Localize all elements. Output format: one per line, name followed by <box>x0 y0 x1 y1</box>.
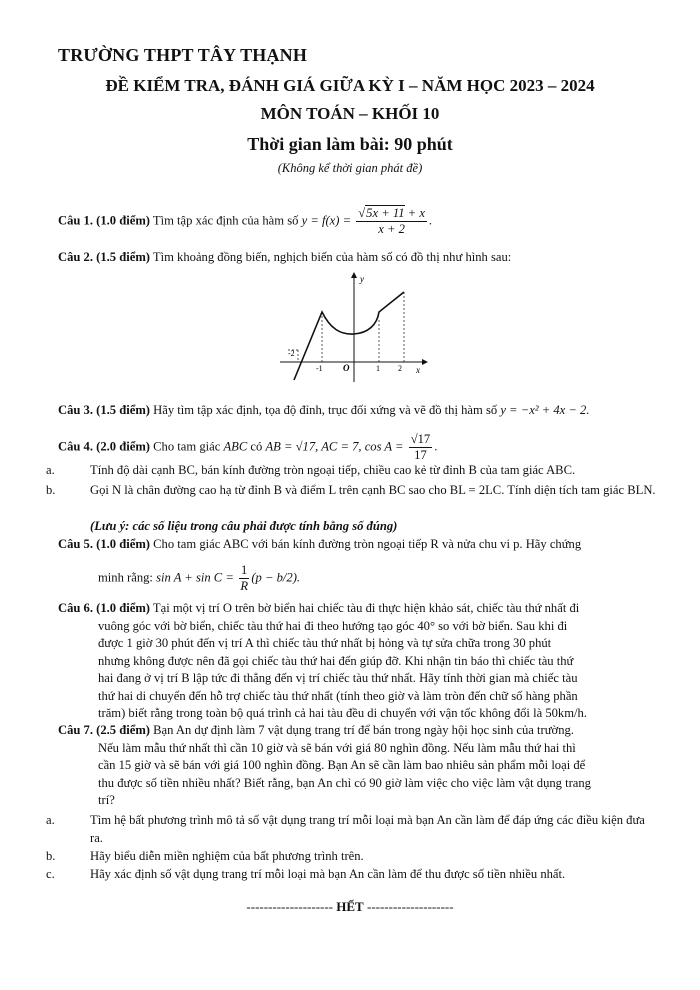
origin-label: O <box>343 363 350 373</box>
question-7 <box>58 722 648 810</box>
question-3-text: Hãy tìm tập xác định, tọa độ đỉnh, trục đối xứng và vẽ đồ thị hàm số <box>153 403 498 417</box>
question-6-line-6: thứ hai di chuyển đến hỗ trợ chiếc tàu thứ nhất (tính theo giờ và làm tròn đến chữ số hàng phần <box>98 688 578 703</box>
question-4-item-b-mark: b. <box>46 483 56 497</box>
question-5-fraction <box>239 563 249 594</box>
question-1-fraction: $\frac{√5x + 11 + x}{x + 2}$ <box>358 206 425 236</box>
question-4-item-a-text: Tính độ dài cạnh BC, bán kính đường tròn ngoại tiếp, chiều cao kẻ từ đỉnh B của tam giác ABC. <box>90 463 576 477</box>
question-1-radicand: 5x + 11 <box>366 206 405 220</box>
question-7-line-2: Nếu làm mẫu thứ nhất thì cần 10 giờ và sẽ bán với giá 80 nghìn đồng. Nếu làm mẫu thứ hai thì <box>98 740 576 755</box>
question-4-item-b-text: Gọi N là chân đường cao hạ từ đỉnh B và điểm L trên cạnh BC sao cho BL = 2LC. Tính diện tích tam giác BLN. <box>90 483 656 497</box>
question-4-end: . <box>434 439 438 454</box>
tick-label-neg2: -2 <box>288 349 295 358</box>
question-7-item-c-mark: c. <box>46 867 55 881</box>
question-4-note: (Lưu ý: các số liệu trong câu phải được tính bằng số đúng) <box>90 519 398 533</box>
end-dashes-right: -------------------- <box>366 899 454 914</box>
question-7-item-a-text: Tìm hệ bất phương trình mô tả số vật dụng trang trí mỗi loại mà bạn An cần làm để đáp ứng các điều kiện đưa ra. <box>90 813 645 845</box>
function-graph <box>280 270 430 385</box>
exam-duration: Thời gian làm bài: 90 phút <box>247 134 453 154</box>
tick-label-2: 2 <box>398 364 402 373</box>
question-6-line-7: trăm) biết rằng trong toàn bộ quá trình cả hai tàu đều di chuyển với vận tốc không đổi là 50km/h. <box>98 706 587 720</box>
y-label: y <box>360 274 364 284</box>
question-1-denominator: x + 2 <box>378 222 405 236</box>
question-1 <box>58 206 648 237</box>
question-4-label: Câu 4. (2.0 điểm) <box>58 439 150 454</box>
question-7-item-c <box>46 866 668 884</box>
school-name: TRƯỜNG THPT TÂY THẠNH <box>58 45 308 65</box>
question-4-text-b: có <box>250 439 263 454</box>
question-5-line2: minh rằng: <box>98 570 153 585</box>
question-2 <box>58 249 648 267</box>
tick-label-neg1: -1 <box>316 364 323 373</box>
question-6-line-1: Tại một vị trí O trên bờ biển hai chiếc tàu đi thực hiện khảo sát, chiếc tàu thứ nhất đi <box>152 601 580 615</box>
question-6-line-2: vuông góc với bờ biển, chiếc tàu thứ hai đi theo hướng tạo góc 40° so với bờ biển. Sau khi đi <box>98 618 568 633</box>
question-3-formula: y = −x² + 4x − 2. <box>500 403 590 417</box>
x-axis-arrow <box>422 359 428 365</box>
question-5 <box>58 536 648 554</box>
question-6-label: Câu 6. (1.0 điểm) <box>58 601 150 615</box>
question-7-item-b <box>46 848 668 866</box>
question-7-item-c-text: Hãy xác định số vật dụng trang trí mỗi loại mà bạn An cần làm để thu được số tiền nhiều nhất. <box>90 867 566 881</box>
question-4-cos-den: 17 <box>414 448 427 462</box>
tick-label-1: 1 <box>376 364 380 373</box>
question-7-line-1: Bạn An dự định làm 7 vật dụng trang trí để bán trong ngày hội học sinh của trường. <box>153 723 574 737</box>
question-4-triangle: ABC <box>223 439 248 454</box>
question-7-label: Câu 7. (2.5 điểm) <box>58 723 150 737</box>
question-4-item-a-mark: a. <box>46 463 55 477</box>
question-4-text-a: Cho tam giác <box>153 439 221 454</box>
duration-note: (Không kể thời gian phát đề) <box>277 161 423 175</box>
question-1-text: Tìm tập xác định của hàm số <box>152 213 299 228</box>
question-7-line-3: cần 15 giờ và sẽ bán với giá 100 nghìn đồng. Bạn An sẽ cần làm bao nhiêu sản phẩm mỗi loại để <box>98 758 586 772</box>
question-4 <box>58 432 648 463</box>
y-axis-arrow <box>351 272 357 278</box>
question-6 <box>58 600 648 723</box>
question-7-line-4: thu được số tiền nhiều nhất? Biết rằng, bạn An chỉ có 90 giờ làm việc cho việc làm vật dụng trang <box>98 775 591 790</box>
question-1-lhs: y = f(x) = <box>301 213 352 228</box>
question-5-frac-den: R <box>240 579 249 593</box>
question-2-label: Câu 2. (1.5 điểm) <box>58 250 150 264</box>
question-6-line-4: nhưng không được nên đã gọi chiếc tàu thứ hai đến giúp đỡ. Khi nhận tin báo thì chiếc tàu thứ <box>98 653 574 668</box>
question-3-label: Câu 3. (1.5 điểm) <box>58 403 150 417</box>
question-6-line-5: hai đang ở vị trí B lập tức đi thẳng đến vị trí chiếc tàu thứ nhất. Hãy tính thời gian mà chiếc tàu <box>98 671 578 685</box>
end-word: HẾT <box>336 899 364 914</box>
question-4-item-b <box>46 482 668 500</box>
question-5-paren: (p − b/2). <box>251 570 301 585</box>
question-5-label: Câu 5. (1.0 điểm) <box>58 537 150 551</box>
exam-title: ĐỀ KIỂM TRA, ĐÁNH GIÁ GIỮA KỲ I – NĂM HỌC 2023 – 2024 <box>105 76 595 95</box>
question-7-item-b-mark: b. <box>46 849 56 863</box>
question-5-lhs: sin A + sin C = <box>156 570 234 585</box>
question-1-num-tail: + x <box>407 206 425 220</box>
subject-title: MÔN TOÁN – KHỐI 10 <box>260 104 440 123</box>
question-4-cos-fraction <box>409 432 433 463</box>
question-5-text: Cho tam giác ABC với bán kính đường tròn ngoại tiếp R và nửa chu vi p. Hãy chứng <box>153 537 582 551</box>
question-5-formula-line <box>98 563 638 594</box>
question-7-line-5: trí? <box>98 793 115 807</box>
question-1-end: . <box>428 213 433 228</box>
question-5-frac-num: 1 <box>241 563 248 577</box>
end-marker <box>0 899 700 915</box>
end-dashes-left: -------------------- <box>246 899 334 914</box>
question-4-item-a <box>46 462 668 480</box>
question-6-line-3: được 1 giờ 30 phút đến vị trí A thì chiếc tàu thứ nhất bị hỏng và tự sửa chữa trong 30 phút <box>98 636 552 650</box>
question-7-item-a-mark: a. <box>46 813 55 827</box>
question-1-label: Câu 1. (1.0 điểm) <box>58 213 150 228</box>
question-4-cos-num: √17 <box>410 432 431 446</box>
x-label: x <box>416 365 420 375</box>
question-2-text: Tìm khoảng đồng biến, nghịch biến của hàm số có đồ thị như hình sau: <box>152 250 512 264</box>
question-7-item-b-text: Hãy biểu diễn miền nghiệm của bất phương trình trên. <box>90 849 364 863</box>
question-3 <box>58 402 648 420</box>
question-4-given: AB = √17, AC = 7, cos A = <box>265 439 404 454</box>
question-7-item-a <box>46 812 650 847</box>
